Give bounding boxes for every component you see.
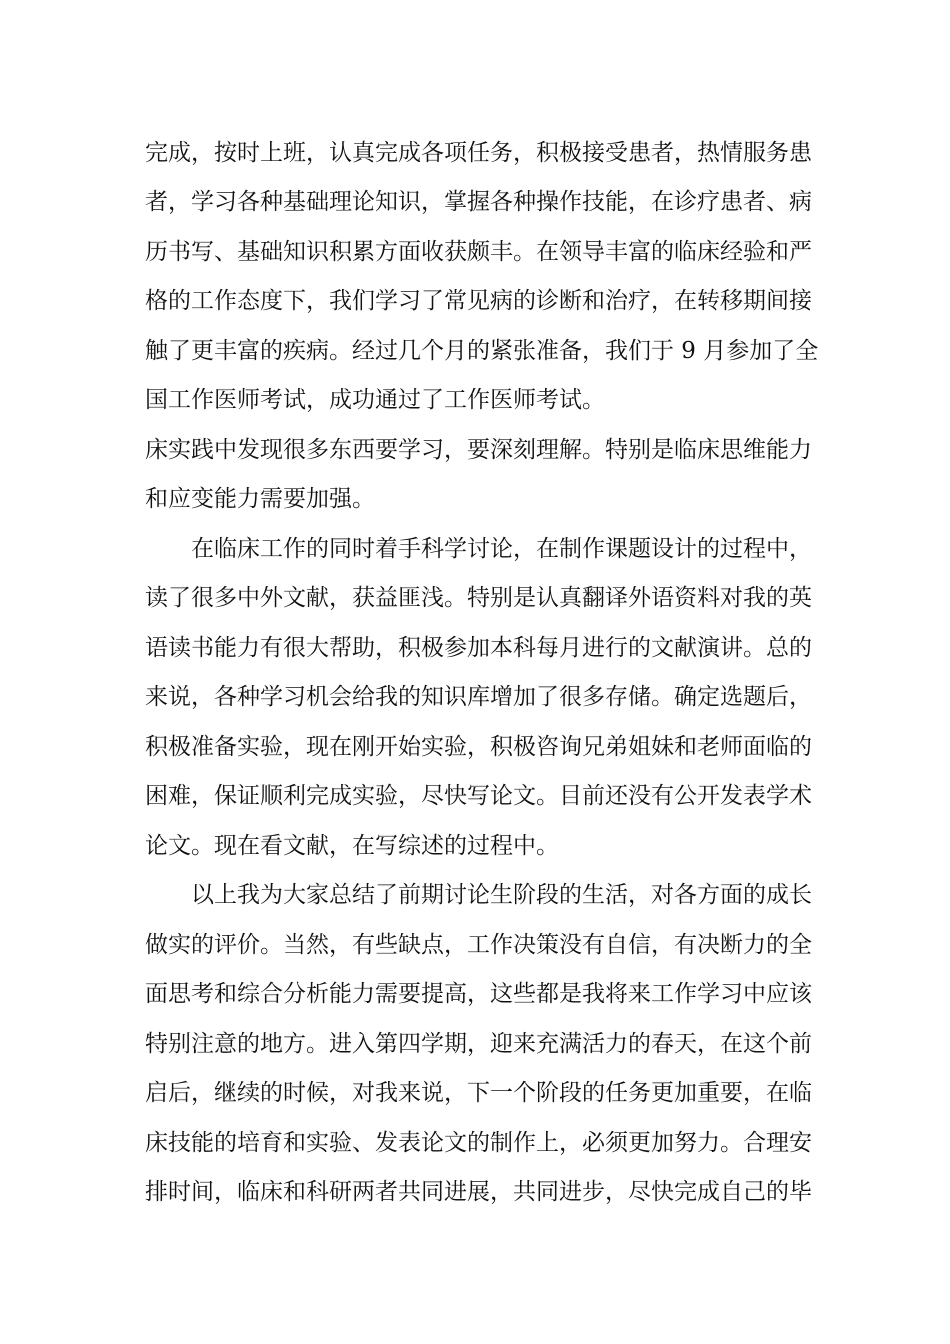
text-line: 困难，保证顺利完成实验，尽快写论文。目前还没有公开发表学术	[145, 783, 812, 809]
text-line: 触了更丰富的疾病。经过几个月的紧张准备，我们于 9 月参加了全	[145, 338, 819, 364]
text-line: 者，学习各种基础理论知识，掌握各种操作技能，在诊疗患者、病	[145, 189, 812, 215]
text-line: 做实的评价。当然，有些缺点，工作决策没有自信，有决断力的全	[145, 932, 812, 958]
text-line: 语读书能力有很大帮助，积极参加本科每月进行的文献演讲。总的	[145, 635, 812, 661]
text-line: 论文。现在看文献，在写综述的过程中。	[145, 833, 559, 859]
text-line: 历书写、基础知识积累方面收获颇丰。在领导丰富的临床经验和严	[145, 239, 812, 265]
text-line: 国工作医师考试，成功通过了工作医师考试。	[145, 387, 605, 413]
text-line: 特别注意的地方。进入第四学期，迎来充满活力的春天，在这个前	[145, 1031, 812, 1057]
text-line: 启后，继续的时候，对我来说，下一个阶段的任务更加重要，在临	[145, 1080, 812, 1106]
text-line: 读了很多中外文献，获益匪浅。特别是认真翻译外语资料对我的英	[145, 585, 812, 611]
text-line: 床技能的培育和实验、发表论文的制作上，必须更加努力。合理安	[145, 1130, 812, 1156]
text-line: 床实践中发现很多东西要学习，要深刻理解。特别是临床思维能力	[145, 437, 812, 463]
text-line: 积极准备实验，现在刚开始实验，积极咨询兄弟姐妹和老师面临的	[145, 734, 812, 760]
text-line: 排时间，临床和科研两者共同进展，共同进步，尽快完成自己的毕	[145, 1179, 812, 1205]
text-line: 格的工作态度下，我们学习了常见病的诊断和治疗，在转移期间接	[145, 288, 812, 314]
text-line: 和应变能力需要加强。	[145, 486, 375, 512]
text-line: 以上我为大家总结了前期讨论生阶段的生活，对各方面的成长	[191, 882, 812, 908]
text-line: 面思考和综合分析能力需要提高，这些都是我将来工作学习中应该	[145, 981, 812, 1007]
text-line: 来说，各种学习机会给我的知识库增加了很多存储。确定选题后，	[145, 684, 812, 710]
text-line: 在临床工作的同时着手科学讨论，在制作课题设计的过程中，	[191, 536, 812, 562]
text-line: 完成，按时上班，认真完成各项任务，积极接受患者，热情服务患	[145, 140, 812, 166]
